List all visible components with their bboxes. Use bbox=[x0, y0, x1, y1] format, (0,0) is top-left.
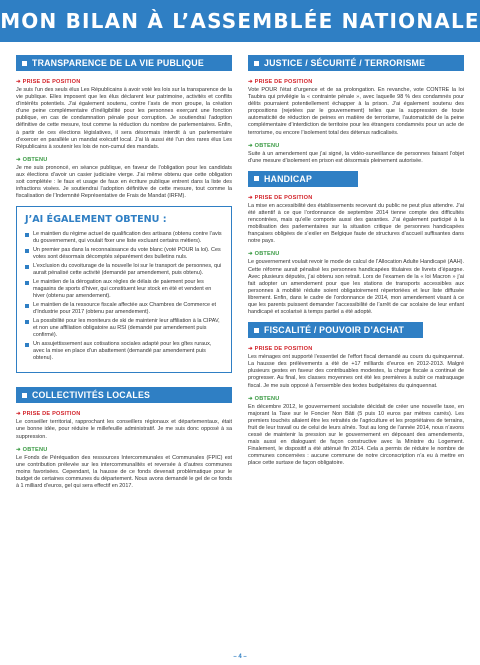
paragraph: Vote POUR l’état d’urgence et de sa prolongation. En revanche, vote CONTRE la loi Taubira qui privilégie la « contrainte pénale », avec laquelle 98 % des condamnés pour délits pourraient potentiellement échapper à la prison. J’ai également soutenu des propositions (rejetées par le gouvernement) telles que la suppression de toute automaticité de réduction de peines en matière de terrorisme, l’automaticité de la peine complémentaire d’interdiction de territoire pour les étrangers condamnés pour un acte de terrorisme, ou encore l’isolement total des détenus radicalisés. bbox=[248, 87, 464, 136]
section-title: HANDICAP bbox=[264, 173, 313, 184]
page-banner bbox=[0, 0, 480, 42]
box-title: J’AI ÉGALEMENT OBTENU : bbox=[25, 214, 167, 226]
square-bullet-icon bbox=[254, 176, 259, 181]
paragraph: La mise en accessibilité des établissements recevant du public ne peut plus attendre. J’ai été attentif à ce que l’ordonnance de septembre 2014 tienne compte des difficultés rencontrées, mais qu’elle comporte aussi des garanties. J’ai également participé à la mobilisation des parlementaires sur la situation critique de personnes handicapées françaises obligées de s’exiler en Belgique faute de structures d’accueil suffisantes dans notre pays. bbox=[248, 202, 464, 245]
section-header-fiscalite bbox=[248, 322, 423, 338]
section-title: TRANSPARENCE DE LA VIE PUBLIQUE bbox=[32, 58, 204, 68]
paragraph: En décembre 2012, le gouvernement socialiste décidait de créer une nouvelle taxe, en majorant la Taxe sur le Foncier Non Bâti (5 puis 10 euros par mètres carrés). Les premiers touchés allaient être les retraités de l’agriculture et les propriétaires de terrains, fruit de leur travail ou de celui de leurs aînés. Tout au long de l’année 2014, nous n’avons cessé de maintenir la pression sur le gouvernement en déposant des amendements, mais aussi en dialoguant de façon constructive avec la Ministre du Logement. Finalement, le dispositif a été atténué fin 2014. Cela a permis de réduire le nombre de communes concernées : aucune commune de notre circonscription n’a eu à mettre en place cette surtaxe de façon obligatoire. bbox=[248, 403, 464, 467]
right-column bbox=[248, 55, 464, 473]
label-obtenu: ➜ OBTENU bbox=[248, 395, 280, 402]
paragraph: Le gouvernement voulait revoir le mode de calcul de l’Allocation Adulte Handicapé (AAH). Cette réforme aurait pénalisé les personnes handicapées titulaires de livrets d’épargne. Avec plusieurs députés, j’ai obtenu son retrait. Lors de l’examen de la « loi Macron » j’ai fait adopter un amendement pour que les stations de transports accessibles aux personnes à mobilité réduite soient obligatoirement répertoriées et leur liste diffusée librement. Enfin, dans le cadre de l’ordonnance de 2014, mon amendement visant à ce que les parents puissent demander l’accessibilité de l’arrêt de car scolaire de leur enfant handicapé et scolarisé à temps partiel a été adopté. bbox=[248, 259, 464, 316]
paragraph: Le Fonds de Péréquation des ressources Intercommunales et Communales (FPIC) est une contribution prélevée sur les intercommunalités et reversée à d’autres communes moins favorisées. Cependant, la hausse de ce fonds devenait problématique pour le budget de certaines communes du département. Nous avons demandé le gel de ce fonds à 1 milliard d’euros, gel qui sera effectif en 2017. bbox=[16, 454, 232, 489]
label-obtenu: ➜ OBTENU bbox=[16, 156, 48, 163]
list-item: Le maintien du régime actuel de qualification des artisans (obtenu contre l’avis du gouvernement, qui voulait fixer une liste excluant certains métiers). bbox=[25, 231, 223, 245]
square-bullet-icon bbox=[22, 61, 27, 66]
square-bullet-icon bbox=[22, 393, 27, 398]
label-prise-de-position: ➜ PRISE DE POSITION bbox=[248, 194, 313, 201]
list-item: Le maintien de la dérogation aux règles de délais de paiement pour les magasins de sports d’hiver, qui constituent leur stock en été et vendent en hiver (obtenu par amendement). bbox=[25, 279, 223, 300]
square-bullet-icon bbox=[254, 61, 259, 66]
paragraph: Suite à un amendement que j’ai signé, la vidéo-surveillance de personnes faisant l’objet d’une mesure d’isolement en prison est désormais pleinement autorisée. bbox=[248, 150, 464, 164]
section-header-justice bbox=[248, 55, 464, 71]
section-title: COLLECTIVITÉS LOCALES bbox=[32, 390, 151, 401]
list-item: Un assujettissement aux cotisations sociales adapté pour les gîtes ruraux, avec la mise en place d’un abattement (demandé par amendement puis obtenu). bbox=[25, 341, 223, 362]
obtained-list bbox=[25, 231, 223, 362]
also-obtained-box bbox=[16, 206, 232, 373]
list-item: La possibilité pour les moniteurs de ski de maintenir leur affiliation à la CIPAV, et non une affiliation obligatoire au RSI (demandé par amendement puis confirmé). bbox=[25, 318, 223, 339]
paragraph: Le conseiller territorial, rapprochant les conseillers régionaux et départementaux, était une bonne idée, pour réduire le millefeuille administratif. Je me suis donc opposé à sa suppression. bbox=[16, 419, 232, 440]
left-column bbox=[16, 55, 232, 496]
section-header-collectivites bbox=[16, 387, 232, 403]
label-prise-de-position: ➜ PRISE DE POSITION bbox=[16, 79, 81, 85]
label-prise-de-position: ➜ PRISE DE POSITION bbox=[16, 411, 81, 418]
list-item: Le maintien de la ressource fiscale affectée aux Chambres de Commerce et d’Industrie pour 2017 (obtenu par amendement). bbox=[25, 302, 223, 316]
label-obtenu: ➜ OBTENU bbox=[16, 446, 48, 453]
list-item: Un premier pas dans la reconnaissance du vote blanc (voté POUR la loi). Ces votes sont désormais décomptés séparément des bulletins nuls. bbox=[25, 247, 223, 261]
label-obtenu: ➜ OBTENU bbox=[248, 251, 280, 258]
paragraph: Je me suis prononcé, en séance publique, en faveur de l’obligation pour les candidats aux élections d’avoir un casier judiciaire vierge. J’ai même obtenu que cette obligation soit complétée : le faux et usage de faux en écriture publique entrent dans la liste des infractions visées. Je soutiendrai l’adoption définitive de cette mesure, tout comme la fiscalisation de l’Indemnité Représentative de Frais de Mandat (IRFM). bbox=[16, 164, 232, 200]
section-header-transparence bbox=[16, 55, 232, 71]
list-item: L’exclusion du covoiturage de la nouvelle loi sur le transport de personnes, qui aurait pénalisé cette activité (demandé par amendement, puis obtenu). bbox=[25, 263, 223, 277]
square-bullet-icon bbox=[254, 328, 259, 333]
paragraph: Je suis l’un des seuls élus Les Républicains à avoir voté les lois sur la transparence de la vie publique. Elles imposent que les élus déclarent leur patrimoine, activités et conflits d’intérêts potentiels. J’ai également soutenu, contre l’avis de mon groupe, la création d’une peine complémentaire d’inéligibilité pour les personnes exerçant une fonction publique, en cas de condamnation pénale pour corruption. Je soutiendrai l’adoption définitive de cette mesure, tout comme la réduction du nombre de parlementaires. Enfin, à partir de ces élections législatives, il sera désormais interdit à un parlementaire d’exercer en parallèle un mandat exécutif local. J’ai là aussi été l’un des rares élus Les Républicains à soutenir les lois de non-cumul des mandats. bbox=[16, 87, 232, 150]
label-prise-de-position: ➜ PRISE DE POSITION bbox=[248, 346, 313, 353]
section-title: FISCALITÉ / POUVOIR D’ACHAT bbox=[264, 325, 405, 336]
section-header-handicap bbox=[248, 171, 358, 187]
paragraph: Les ménages ont supporté l’essentiel de l’effort fiscal demandé au cours du quinquennat. La hausse des prélèvements a été de +17 milliards d’euros en 2012-2013. Malgré plusieurs gestes en faveur des contribuables modestes, la charge fiscale a continué de progresser. Au final, les classes moyennes ont été les premières à subir ce matraquage fiscal. Je me suis opposé à l’ensemble des textes budgétaires du quinquennat. bbox=[248, 354, 464, 389]
page-title: MON BILAN À L’ASSEMBLÉE NATIONALE bbox=[0, 9, 480, 33]
section-title: JUSTICE / SÉCURITÉ / TERRORISME bbox=[264, 58, 426, 68]
label-prise-de-position: ➜ PRISE DE POSITION bbox=[248, 79, 313, 85]
label-obtenu: ➜ OBTENU bbox=[248, 142, 280, 149]
page-number: – 4 – bbox=[233, 654, 247, 660]
